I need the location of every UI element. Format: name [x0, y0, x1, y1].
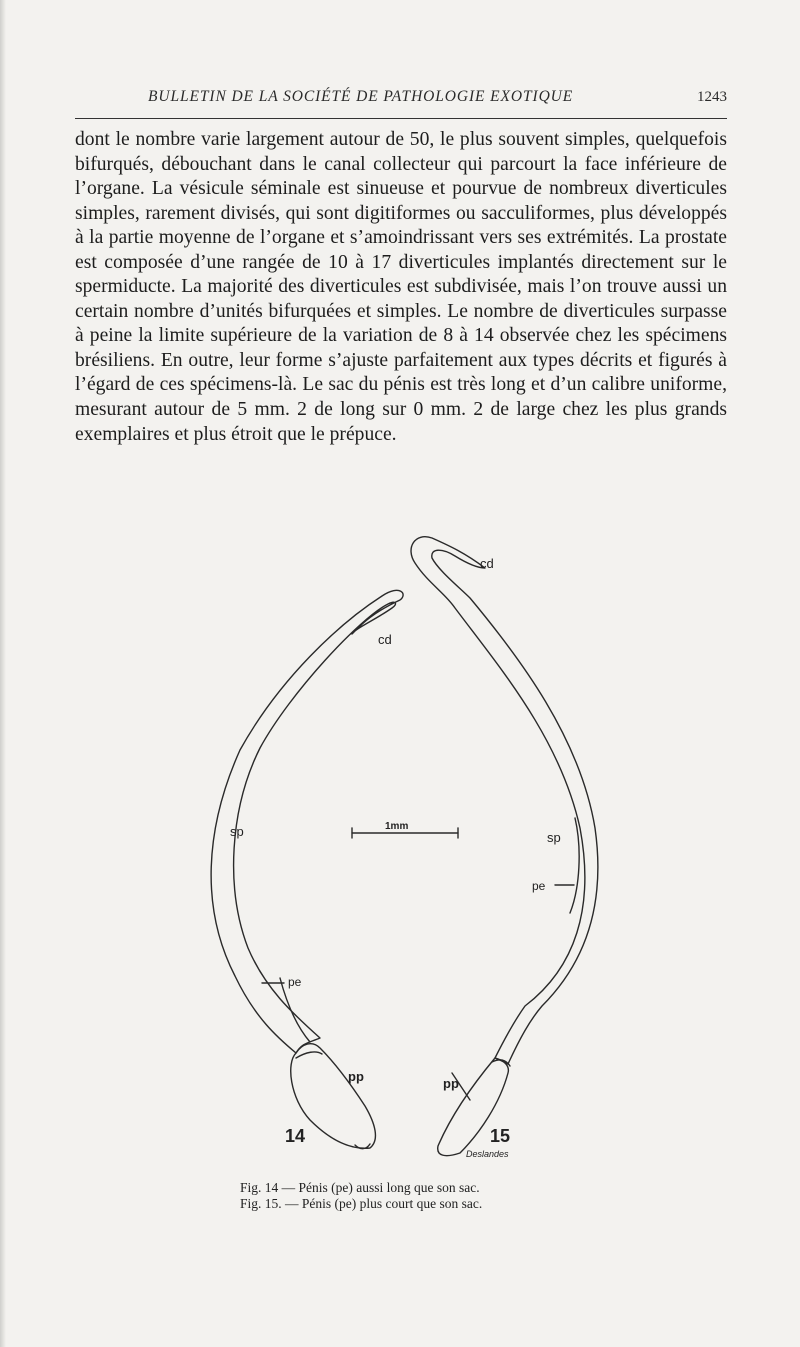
label-cd-right: cd: [480, 556, 494, 571]
caption-fig-14: Fig. 14 — Pénis (pe) aussi long que son sac.: [240, 1180, 480, 1195]
label-cd-left: cd: [378, 632, 392, 647]
paragraph: dont le nombre varie largement autour de 50, le plus souvent simples, quelquefois bifurqués, débouchant dans le canal collecteur qui parcourt la face inférieure de l’organe. La vésicule séminale est sinueuse et pourvue de nombreux diverticules simples, rarement divisés, qui sont digitiformes ou sacculiformes, plus développés à la partie moyenne de l’organe et s’amoindrissant vers ses extrémités. La prostate est composée d’une rangée de 10 à 17 diverticules implantés directement sur le spermiducte. La majorité des diverticules est subdivisée, mais l’on trouve aussi un certain nombre d’unités bifurquées et simples. Le nombre de diverticules surpasse à peine la limite supérieure de la variation de 8 à 14 observée chez les spécimens brésiliens. En outre, leur forme s’ajuste parfaitement aux types décrits et figurés à l’égard de ces spécimens-là. Le sac du pénis est très long et d’un calibre uniforme, mesurant autour de 5 mm. 2 de long sur 0 mm. 2 de large chez les plus grands exemplaires et plus étroit que le prépuce.: [75, 129, 727, 445]
specimen-15-outline: [411, 537, 598, 1064]
running-header: [75, 88, 725, 114]
label-fig-15: 15: [490, 1126, 511, 1146]
specimen-15: [411, 537, 598, 1156]
label-pe-left: pe: [288, 975, 302, 989]
specimen-14: [211, 590, 403, 1148]
label-pe-right: pe: [532, 879, 546, 893]
specimen-15-inner-line: [570, 818, 579, 913]
label-fig-14: 14: [285, 1126, 306, 1146]
label-scale-bar: 1mm: [385, 821, 409, 832]
label-sp-right: sp: [547, 830, 561, 845]
specimen-14-preputium-band: [296, 1052, 322, 1058]
label-sp-left: sp: [230, 824, 244, 839]
artist-signature: Deslandes: [466, 1149, 509, 1159]
header-rule: [75, 118, 727, 119]
caption-fig-15: Fig. 15. — Pénis (pe) plus court que son sac.: [240, 1196, 483, 1211]
page-number: 1243: [697, 89, 727, 105]
body-text: [75, 128, 727, 447]
specimen-14-outline: [211, 590, 403, 1053]
label-pp-right: pp: [443, 1076, 459, 1091]
label-pp-left: pp: [348, 1069, 364, 1084]
figure-penis-drawings: [170, 528, 630, 1168]
page-edge-shadow: [0, 0, 6, 1347]
figure-caption: [240, 1180, 600, 1212]
running-title: BULLETIN DE LA SOCIÉTÉ DE PATHOLOGIE EXOTIQUE: [148, 88, 574, 105]
figure-svg: [170, 528, 630, 1168]
